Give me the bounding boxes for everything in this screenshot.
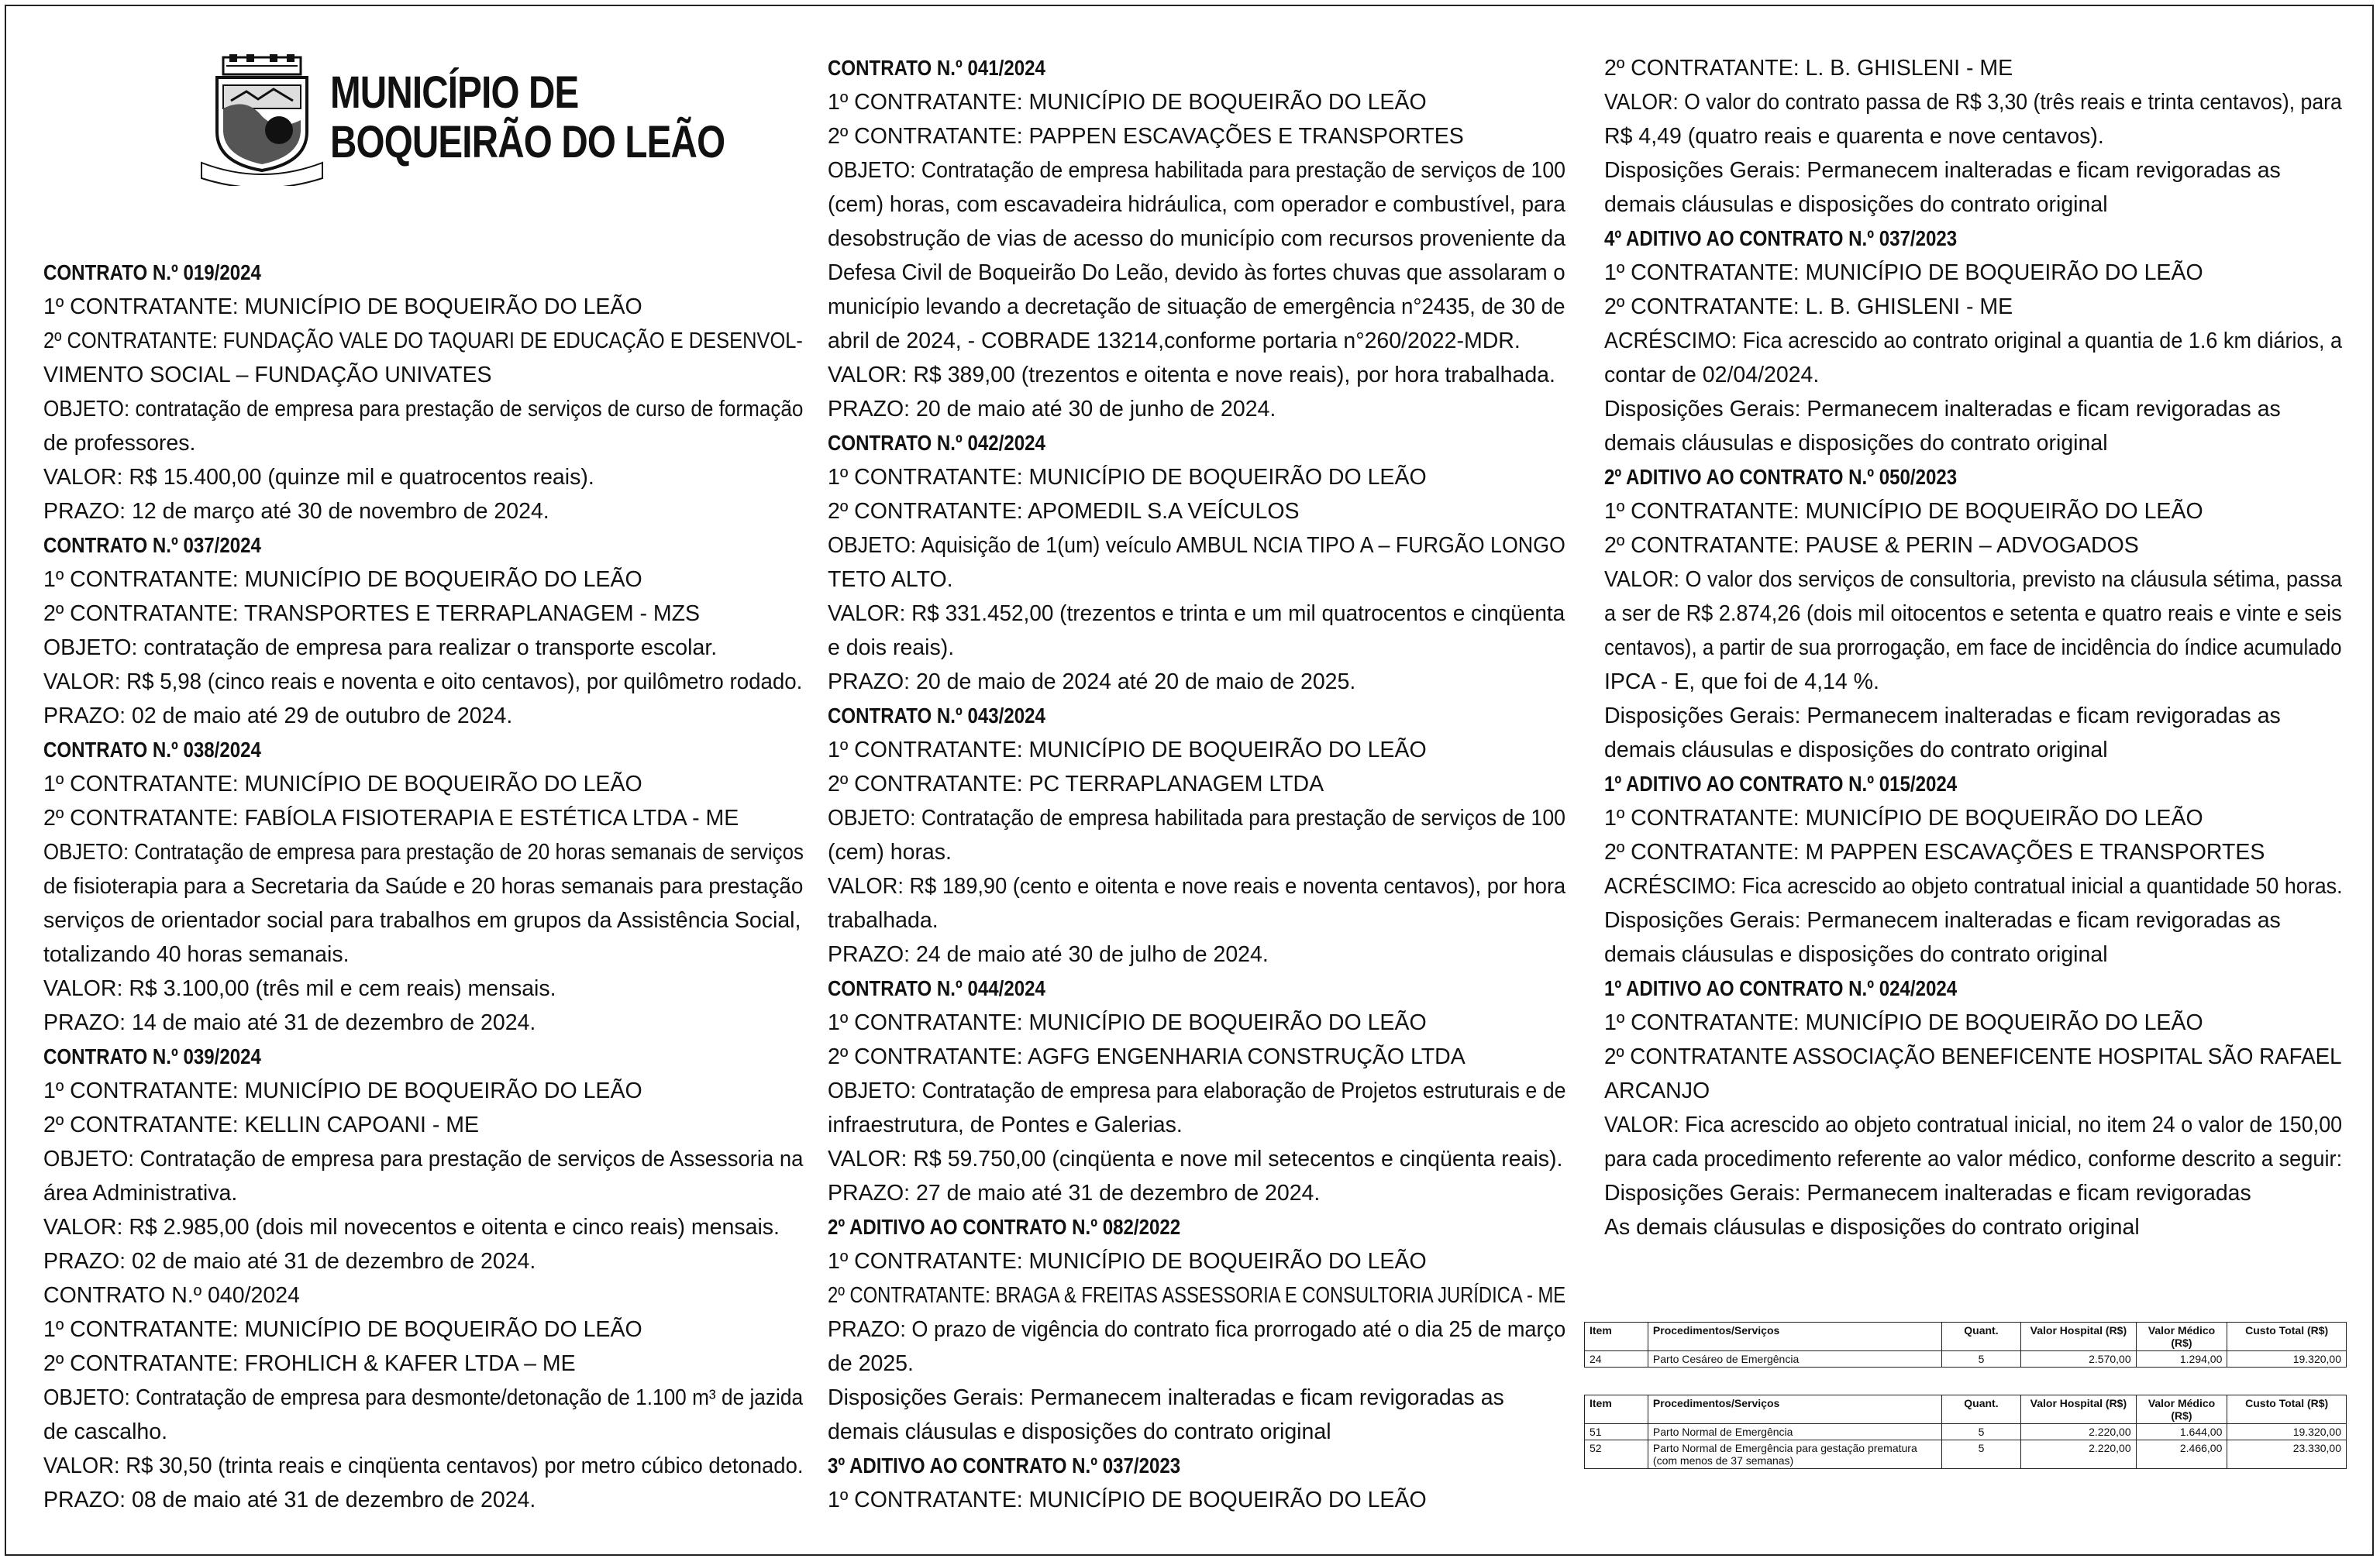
contract-text-line: Defesa Civil de Boqueirão Do Leão, devido às fortes chuvas que assolaram o (828, 260, 1565, 285)
contract-text-line: VALOR: R$ 3.100,00 (três mil e cem reais) mensais. (43, 976, 556, 1001)
contract-text-line: 1º CONTRATANTE: MUNICÍPIO DE BOQUEIRÃO DO LEÃO (43, 1317, 642, 1342)
contract-heading: 1º ADITIVO AO CONTRATO N.º 024/2024 (1604, 976, 1958, 1000)
table-cell: 5 (1941, 1351, 2020, 1368)
contract-text-line: abril de 2024, - COBRADE 13214,conforme portaria n°260/2022-MDR. (828, 329, 1521, 353)
contract-text-line: TETO ALTO. (828, 567, 953, 592)
contract-heading: 2º ADITIVO AO CONTRATO N.º 050/2023 (1604, 465, 1958, 489)
contract-text-line: 1º CONTRATANTE: MUNICÍPIO DE BOQUEIRÃO DO LEÃO (1604, 499, 2203, 524)
contract-text-line: 2º CONTRATANTE: APOMEDIL S.A VEÍCULOS (828, 499, 1300, 524)
contract-text-line: VIMENTO SOCIAL – FUNDAÇÃO UNIVATES (43, 363, 492, 387)
contract-heading: 1º ADITIVO AO CONTRATO N.º 015/2024 (1604, 772, 1958, 796)
contract-text-line: PRAZO: 27 de maio até 31 de dezembro de 2024. (828, 1181, 1321, 1206)
contract-text-line: área Administrativa. (43, 1181, 238, 1206)
contract-text-line: Disposições Gerais: Permanecem inalteradas e ficam revigoradas as (1604, 158, 2281, 183)
contract-text-line: demais cláusulas e disposições do contrato original (1604, 942, 2108, 967)
table-header-cell: Valor Hospital (R$) (2021, 1395, 2136, 1424)
contract-text-line: PRAZO: 20 de maio de 2024 até 20 de maio de 2025. (828, 669, 1356, 694)
table-cell: Parto Normal de Emergência para gestação prematura (com menos de 37 semanas) (1648, 1440, 1941, 1469)
table-cell: 52 (1585, 1440, 1648, 1469)
title-line-1: MUNICÍPIO DE (330, 67, 579, 118)
contract-text-line: IPCA - E, que foi de 4,14 %. (1604, 669, 1879, 694)
contract-text-line: 2º CONTRATANTE: FROHLICH & KAFER LTDA – ME (43, 1351, 576, 1376)
contract-text-line: 2º CONTRATANTE: L. B. GHISLENI - ME (1604, 294, 2013, 319)
contract-text-line: 1º CONTRATANTE: MUNICÍPIO DE BOQUEIRÃO DO LEÃO (43, 772, 642, 796)
table-header-cell: Procedimentos/Serviços (1648, 1395, 1941, 1424)
contract-text-line: 2º CONTRATANTE: PC TERRAPLANAGEM LTDA (828, 772, 1324, 796)
contract-text-line: demais cláusulas e disposições do contrato original (828, 1419, 1331, 1444)
contract-text-line: serviços de orientador social para trabalhos em grupos da Assistência Social, (43, 908, 801, 933)
contract-text-line: PRAZO: 20 de maio até 30 de junho de 2024. (828, 397, 1276, 421)
table-header-cell: Quant. (1941, 1395, 2020, 1424)
table-cell: 23.330,00 (2227, 1440, 2347, 1469)
contract-text-line: 1º CONTRATANTE: MUNICÍPIO DE BOQUEIRÃO DO LEÃO (828, 1488, 1427, 1512)
column-1 (43, 256, 803, 1517)
contract-text-line: OBJETO: contratação de empresa para realizar o transporte escolar. (43, 635, 718, 660)
contract-text-line: 1º CONTRATANTE: MUNICÍPIO DE BOQUEIRÃO DO LEÃO (828, 465, 1427, 490)
contract-text-line: 1º CONTRATANTE: MUNICÍPIO DE BOQUEIRÃO DO LEÃO (1604, 260, 2203, 285)
contract-text-line: 2º CONTRATANTE: PAPPEN ESCAVAÇÕES E TRANSPORTES (828, 124, 1464, 149)
contract-text-line: PRAZO: 12 de março até 30 de novembro de 2024. (43, 499, 549, 524)
table-cell: 5 (1941, 1424, 2020, 1440)
table-header-cell: Procedimentos/Serviços (1648, 1323, 1941, 1351)
contract-text-line: VALOR: O valor dos serviços de consultoria, previsto na cláusula sétima, passa (1604, 567, 2343, 592)
table-cell: 19.320,00 (2227, 1351, 2347, 1368)
contract-text-line: 2º CONTRATANTE: TRANSPORTES E TERRAPLANAGEM - MZS (43, 601, 701, 626)
contract-text-line: (cem) horas. (828, 840, 952, 865)
contract-text-line: para cada procedimento referente ao valor médico, conforme descrito a seguir: (1604, 1147, 2343, 1172)
contract-text-line: 1º CONTRATANTE: MUNICÍPIO DE BOQUEIRÃO DO LEÃO (1604, 1010, 2203, 1035)
contract-heading: 3º ADITIVO AO CONTRATO N.º 037/2023 (828, 1454, 1181, 1478)
contract-text-line: trabalhada. (828, 908, 939, 933)
contract-text-line: a ser de R$ 2.874,26 (dois mil oitocentos e setenta e quatro reais e vinte e seis (1604, 601, 2342, 626)
contract-text-line: e dois reais). (828, 635, 955, 660)
contract-heading: 4º ADITIVO AO CONTRATO N.º 037/2023 (1604, 226, 1958, 250)
contract-text-line: 2º CONTRATANTE: FUNDAÇÃO VALE DO TAQUARI DE EDUCAÇÃO E DESENVOL- (43, 329, 803, 353)
contract-text-line: VALOR: Fica acrescido ao objeto contratual inicial, no item 24 o valor de 150,00 (1604, 1113, 2343, 1137)
contract-text-line: PRAZO: 02 de maio até 29 de outubro de 2024. (43, 704, 513, 728)
contract-text-line: 2º CONTRATANTE: KELLIN CAPOANI - ME (43, 1113, 480, 1137)
procedures-table-2 (1584, 1395, 2347, 1469)
contract-text-line: OBJETO: Contratação de empresa habilitada para prestação de serviços de 100 (828, 806, 1565, 831)
contract-text-line: PRAZO: 02 de maio até 31 de dezembro de 2024. (43, 1249, 536, 1274)
municipal-seal-logo (200, 54, 324, 186)
table-cell: Parto Normal de Emergência (1648, 1424, 1941, 1440)
contract-text-line: VALOR: R$ 2.985,00 (dois mil novecentos e oitenta e cinco reais) mensais. (43, 1215, 780, 1240)
contract-text-line: PRAZO: 24 de maio até 30 de julho de 2024. (828, 942, 1269, 967)
contract-heading: CONTRATO N.º 044/2024 (828, 976, 1045, 1000)
table-cell: 24 (1585, 1351, 1648, 1368)
contract-text-line: OBJETO: Contratação de empresa para prestação de 20 horas semanais de serviços (43, 840, 804, 865)
table-header-cell: Item (1585, 1395, 1648, 1424)
table-cell: 2.220,00 (2021, 1424, 2136, 1440)
contract-heading: CONTRATO N.º 039/2024 (43, 1044, 261, 1068)
contract-text-line: 1º CONTRATANTE: MUNICÍPIO DE BOQUEIRÃO DO LEÃO (828, 1249, 1427, 1274)
column-2 (828, 51, 1565, 1517)
contract-heading: CONTRATO N.º 042/2024 (828, 431, 1045, 455)
table-header-cell: Valor Médico (R$) (2136, 1323, 2227, 1351)
table-cell: 2.220,00 (2021, 1440, 2136, 1469)
contract-text-line: PRAZO: 14 de maio até 31 de dezembro de 2024. (43, 1010, 536, 1035)
contract-text-line: OBJETO: Contratação de empresa habilitada para prestação de serviços de 100 (828, 158, 1565, 183)
contract-text-line: 2º CONTRATANTE: PAUSE & PERIN – ADVOGADOS (1604, 533, 2139, 558)
contract-heading: CONTRATO N.º 019/2024 (43, 260, 261, 284)
contract-heading: CONTRATO N.º 043/2024 (828, 704, 1045, 728)
contract-text-line: 2º CONTRATANTE ASSOCIAÇÃO BENEFICENTE HOSPITAL SÃO RAFAEL (1604, 1044, 2342, 1069)
table-cell: 5 (1941, 1440, 2020, 1469)
table-header-cell: Valor Médico (R$) (2136, 1395, 2227, 1424)
contract-text-line: Disposições Gerais: Permanecem inalteradas e ficam revigoradas as (1604, 908, 2281, 933)
contract-text-line: Disposições Gerais: Permanecem inalteradas e ficam revigoradas as (828, 1385, 1504, 1410)
contract-text-line: VALOR: R$ 189,90 (cento e oitenta e nove reais e noventa centavos), por hora (828, 874, 1566, 899)
contract-text-line: PRAZO: 08 de maio até 31 de dezembro de 2024. (43, 1488, 536, 1512)
contract-text-line: contar de 02/04/2024. (1604, 363, 1820, 387)
title-line-2: BOQUEIRÃO DO LEÃO (330, 117, 725, 167)
contract-text-line: VALOR: O valor do contrato passa de R$ 3,30 (três reais e trinta centavos), para (1604, 90, 2342, 115)
column-3 (1604, 51, 2342, 1244)
contract-text-line: 1º CONTRATANTE: MUNICÍPIO DE BOQUEIRÃO DO LEÃO (828, 738, 1427, 762)
contract-text-line: ARCANJO (1604, 1079, 1710, 1103)
contract-text-line: demais cláusulas e disposições do contrato original (1604, 192, 2108, 217)
contract-text-line: OBJETO: Contratação de empresa para elaboração de Projetos estruturais e de (828, 1079, 1566, 1103)
contract-text-line: CONTRATO N.º 040/2024 (43, 1283, 300, 1308)
contract-text-line: 2º CONTRATANTE: BRAGA & FREITAS ASSESSORIA E CONSULTORIA JURÍDICA - ME (828, 1283, 1566, 1308)
table-cell: 19.320,00 (2227, 1424, 2347, 1440)
contract-text-line: 1º CONTRATANTE: MUNICÍPIO DE BOQUEIRÃO DO LEÃO (43, 567, 642, 592)
table-header-cell: Custo Total (R$) (2227, 1395, 2347, 1424)
contract-text-line: PRAZO: O prazo de vigência do contrato fica prorrogado até o dia 25 de março (828, 1317, 1566, 1342)
contract-text-line: Disposições Gerais: Permanecem inalteradas e ficam revigoradas (1604, 1181, 2251, 1206)
seal-icon (200, 54, 324, 186)
table-cell: 51 (1585, 1424, 1648, 1440)
contract-text-line: 1º CONTRATANTE: MUNICÍPIO DE BOQUEIRÃO DO LEÃO (1604, 806, 2203, 831)
contract-heading: CONTRATO N.º 037/2024 (43, 533, 261, 557)
contract-text-line: VALOR: R$ 59.750,00 (cinqüenta e nove mil setecentos e cinqüenta reais). (828, 1147, 1563, 1172)
table-header-cell: Valor Hospital (R$) (2021, 1323, 2136, 1351)
contract-text-line: OBJETO: Contratação de empresa para prestação de serviços de Assessoria na (43, 1147, 804, 1172)
contract-text-line: Disposições Gerais: Permanecem inalteradas e ficam revigoradas as (1604, 704, 2281, 728)
contract-text-line: de professores. (43, 431, 196, 456)
contract-text-line: OBJETO: Contratação de empresa para desmonte/detonação de 1.100 m³ de jazida (43, 1385, 804, 1410)
contract-text-line: 1º CONTRATANTE: MUNICÍPIO DE BOQUEIRÃO DO LEÃO (43, 1079, 642, 1103)
contract-text-line: 1º CONTRATANTE: MUNICÍPIO DE BOQUEIRÃO DO LEÃO (43, 294, 642, 319)
contract-text-line: demais cláusulas e disposições do contrato original (1604, 431, 2108, 456)
contract-text-line: 2º CONTRATANTE: AGFG ENGENHARIA CONSTRUÇÃO LTDA (828, 1044, 1466, 1069)
contract-heading: CONTRATO N.º 041/2024 (828, 56, 1045, 80)
contract-text-line: centavos), a partir de sua prorrogação, em face de incidência do índice acumulado (1604, 635, 2342, 660)
contract-text-line: VALOR: R$ 30,50 (trinta reais e cinqüenta centavos) por metro cúbico detonado. (43, 1454, 804, 1478)
contract-text-line: R$ 4,49 (quatro reais e quarenta e nove centavos). (1604, 124, 2104, 149)
contract-heading: 2º ADITIVO AO CONTRATO N.º 082/2022 (828, 1215, 1181, 1239)
contract-text-line: 1º CONTRATANTE: MUNICÍPIO DE BOQUEIRÃO DO LEÃO (828, 90, 1427, 115)
procedures-table-1 (1584, 1322, 2347, 1368)
contract-text-line: (cem) horas, com escavadeira hidráulica, com operador e combustível, para (828, 192, 1565, 217)
contract-text-line: 2º CONTRATANTE: L. B. GHISLENI - ME (1604, 56, 2013, 81)
table-cell: 1.644,00 (2136, 1424, 2227, 1440)
contract-text-line: totalizando 40 horas semanais. (43, 942, 350, 967)
contract-text-line: de fisioterapia para a Secretaria da Saúde e 20 horas semanais para prestação (43, 874, 804, 899)
table-row (1585, 1424, 2347, 1440)
table-header-cell: Quant. (1941, 1323, 2020, 1351)
contract-text-line: As demais cláusulas e disposições do contrato original (1604, 1215, 2140, 1240)
contract-text-line: município levando a decretação de situação de emergência n°2435, de 30 de (828, 294, 1565, 319)
table-row (1585, 1440, 2347, 1469)
contract-text-line: de cascalho. (43, 1419, 168, 1444)
table-row (1585, 1351, 2347, 1368)
contract-text-line: Disposições Gerais: Permanecem inalteradas e ficam revigoradas as (1604, 397, 2281, 421)
contract-heading: CONTRATO N.º 038/2024 (43, 738, 261, 762)
table-cell: 2.570,00 (2021, 1351, 2136, 1368)
contract-text-line: de 2025. (828, 1351, 914, 1376)
table-cell: Parto Cesáreo de Emergência (1648, 1351, 1941, 1368)
contract-text-line: desobstrução de vias de acesso do município com recursos proveniente da (828, 226, 1566, 251)
contract-text-line: ACRÉSCIMO: Fica acrescido ao contrato original a quantia de 1.6 km diários, a (1604, 329, 2343, 353)
contract-text-line: infraestrutura, de Pontes e Galerias. (828, 1113, 1183, 1137)
contract-text-line: 2º CONTRATANTE: FABÍOLA FISIOTERAPIA E ESTÉTICA LTDA - ME (43, 806, 739, 831)
table-header-cell: Custo Total (R$) (2227, 1323, 2347, 1351)
contract-text-line: VALOR: R$ 389,00 (trezentos e oitenta e nove reais), por hora trabalhada. (828, 363, 1555, 387)
contract-text-line: VALOR: R$ 15.400,00 (quinze mil e quatrocentos reais). (43, 465, 594, 490)
contract-text-line: OBJETO: Aquisição de 1(um) veículo AMBUL NCIA TIPO A – FURGÃO LONGO (828, 533, 1565, 558)
table-cell: 2.466,00 (2136, 1440, 2227, 1469)
contract-text-line: OBJETO: contratação de empresa para prestação de serviços de curso de formação (43, 397, 804, 421)
municipality-title (330, 68, 725, 167)
contract-text-line: VALOR: R$ 5,98 (cinco reais e noventa e oito centavos), por quilômetro rodado. (43, 669, 803, 694)
table-header-cell: Item (1585, 1323, 1648, 1351)
contract-text-line: ACRÉSCIMO: Fica acrescido ao objeto contratual inicial a quantidade 50 horas. (1604, 874, 2343, 899)
contract-text-line: demais cláusulas e disposições do contrato original (1604, 738, 2108, 762)
contract-text-line: 1º CONTRATANTE: MUNICÍPIO DE BOQUEIRÃO DO LEÃO (828, 1010, 1427, 1035)
contract-text-line: 2º CONTRATANTE: M PAPPEN ESCAVAÇÕES E TRANSPORTES (1604, 840, 2265, 865)
table-cell: 1.294,00 (2136, 1351, 2227, 1368)
contract-text-line: VALOR: R$ 331.452,00 (trezentos e trinta e um mil quatrocentos e cinqüenta (828, 601, 1565, 626)
